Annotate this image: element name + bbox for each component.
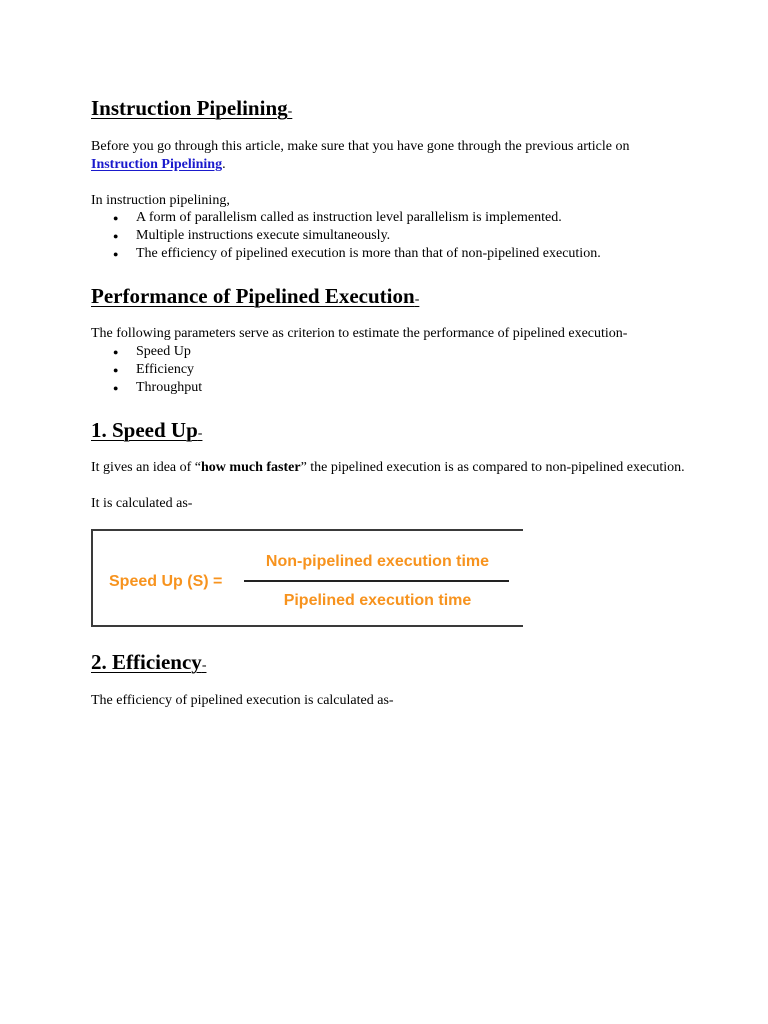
list-item: ● Throughput	[91, 379, 691, 397]
intro-end: .	[222, 157, 226, 172]
speed-up-formula-image	[91, 529, 523, 627]
formula-numerator: Non-pipelined execution time	[265, 553, 490, 570]
speed-up-text-before: It gives an idea of “	[91, 460, 202, 475]
list-item: ● Speed Up	[91, 343, 691, 361]
heading-speed-up	[91, 417, 202, 447]
heading-performance	[91, 283, 419, 313]
performance-lead: The following parameters serve as criterion to estimate the performance of pipelined execution-	[91, 326, 628, 341]
heading-text: 2. Efficiency	[91, 650, 202, 674]
heading-dash: -	[414, 292, 420, 307]
speed-up-text-after: ” the pipelined execution is as compared to non-pipelined execution.	[300, 460, 685, 475]
heading-text: Instruction Pipelining	[91, 96, 288, 120]
pipelining-lead: In instruction pipelining,	[91, 193, 230, 208]
list-item: ● The efficiency of pipelined execution is more than that of non-pipelined execution.	[91, 245, 691, 263]
heading-text: Performance of Pipelined Execution	[91, 284, 415, 308]
pipelining-bullet-list	[91, 209, 691, 263]
efficiency-description: The efficiency of pipelined execution is calculated as-	[91, 693, 394, 708]
heading-instruction-pipelining	[91, 95, 292, 125]
performance-bullet-list	[91, 343, 691, 397]
speed-up-description	[91, 459, 691, 477]
list-item: ● Efficiency	[91, 361, 691, 379]
intro-text: Before you go through this article, make sure that you have gone through the previous article on	[91, 139, 630, 154]
heading-efficiency	[91, 649, 206, 679]
heading-dash: -	[287, 104, 293, 119]
formula-fraction-bar	[244, 580, 509, 582]
heading-dash: -	[197, 426, 203, 441]
intro-paragraph	[91, 138, 691, 174]
heading-text: 1. Speed Up	[91, 418, 198, 442]
formula-lhs: Speed Up (S) =	[109, 573, 223, 590]
heading-dash: -	[201, 658, 207, 673]
instruction-pipelining-link[interactable]: Instruction Pipelining	[91, 157, 223, 172]
speed-up-emphasis: how much faster	[201, 460, 301, 475]
list-item: ● Multiple instructions execute simultaneously.	[91, 227, 691, 245]
speed-up-calc-lead: It is calculated as-	[91, 496, 193, 511]
list-item: ● A form of parallelism called as instruction level parallelism is implemented.	[91, 209, 691, 227]
formula-denominator: Pipelined execution time	[283, 592, 472, 609]
